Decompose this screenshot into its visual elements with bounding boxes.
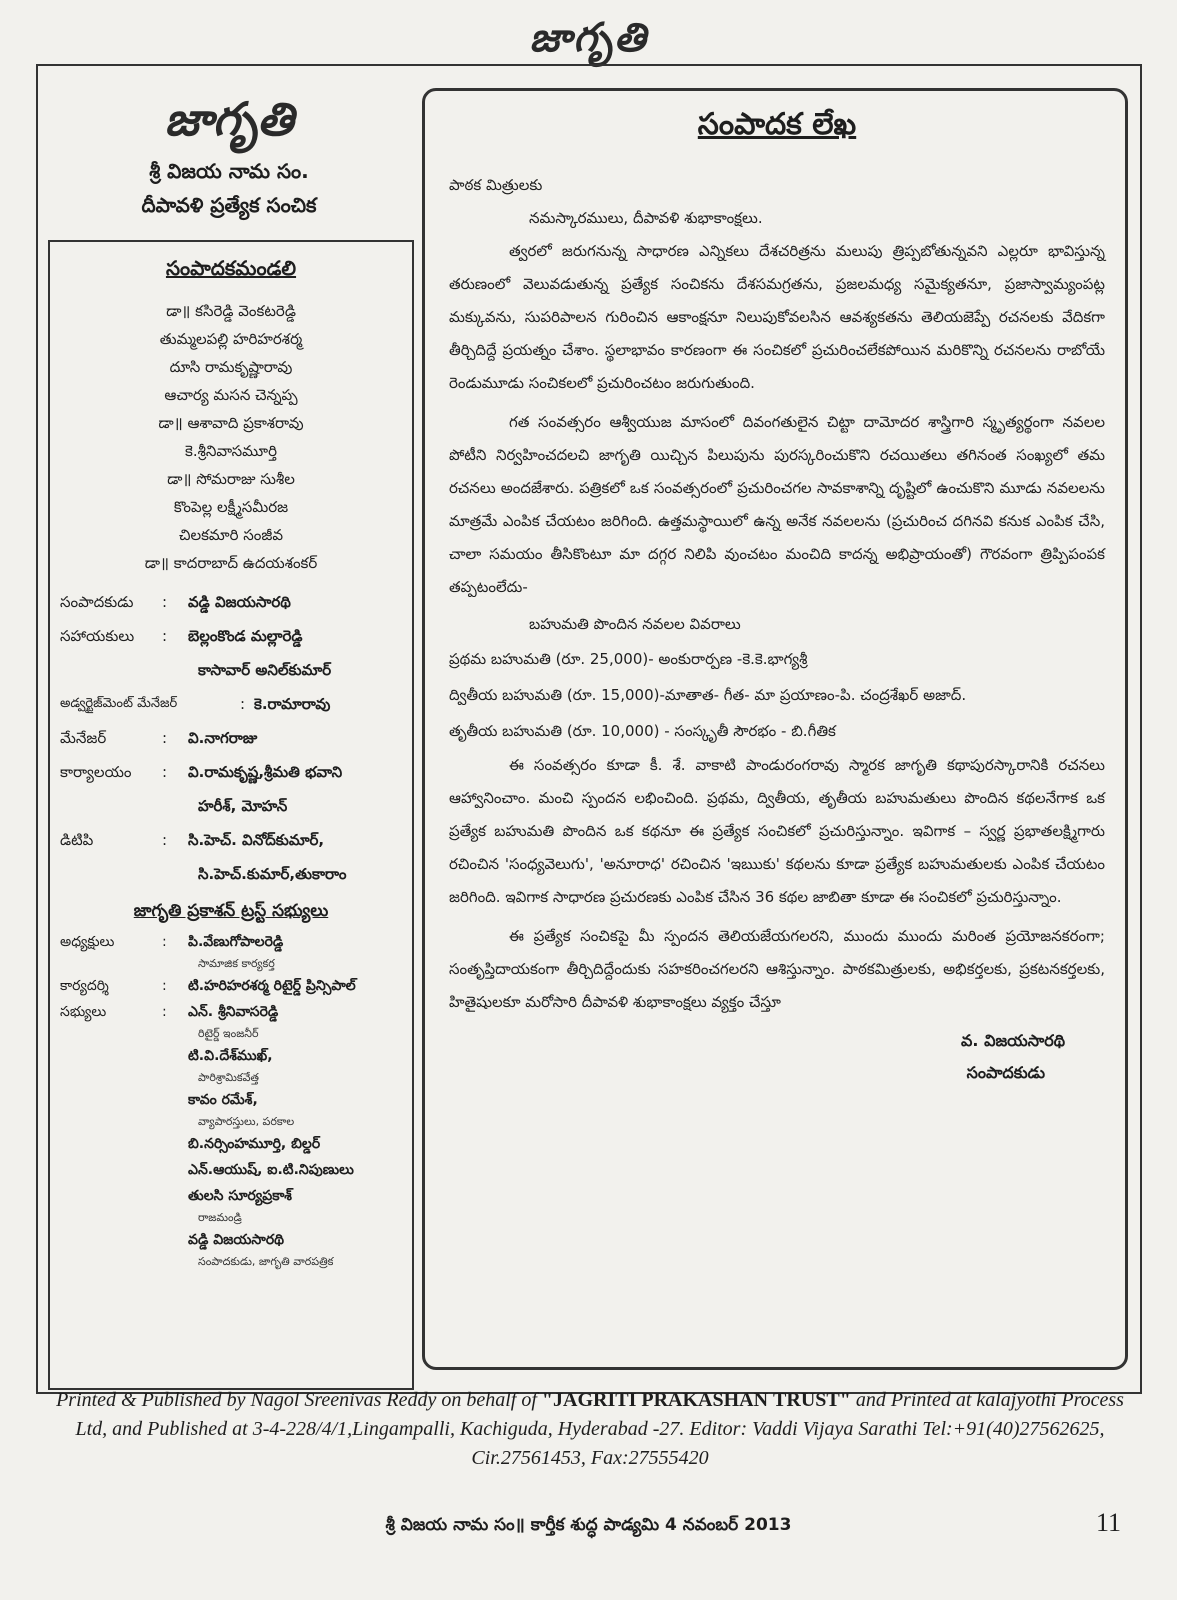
- greeting: నమస్కారములు, దీపావళి శుభాకాంక్షలు.: [529, 209, 763, 227]
- trust-row: [50, 999, 412, 1025]
- trust-name: "JAGRITI PRAKASHAN: [541, 1389, 769, 1411]
- trust-member: టి.హరిహరశర్మ రిటైర్డ్ ప్రిన్సిపాల్: [188, 978, 356, 994]
- trust-note: పారిశ్రామికవేత్త: [198, 1071, 259, 1084]
- staff-role: సహాయకులు: [60, 627, 135, 645]
- staff-name: హరీశ్, మోహన్: [198, 797, 288, 815]
- trust-row: [50, 1183, 412, 1209]
- prize-line: ప్రథమ బహుమతి (రూ. 25,000)- అంకురార్పణ -కె.కె.భాగ్యశ్రీ: [449, 650, 808, 668]
- colon: :: [162, 831, 168, 849]
- trust-member: ఎన్. శ్రీనివాసరెడ్డి: [188, 1004, 279, 1020]
- board-member: దూసి రామకృష్ణారావు: [169, 358, 293, 376]
- colon: :: [240, 695, 246, 713]
- left-panel: [44, 70, 414, 222]
- staff-name: వడ్డి విజయసారథి: [188, 593, 291, 611]
- board-member: డా॥ సోమరాజు సుశీల: [167, 470, 295, 488]
- imprint-part-3: Cir.27561453, Fax:27555420: [471, 1447, 709, 1469]
- trust-title: జాగృతి ప్రకాశన్ ట్రస్ట్ సభ్యులు: [133, 901, 329, 921]
- trust-list: [50, 929, 412, 1271]
- left-logo: జాగృతి: [164, 92, 294, 146]
- trust-note: రిటైర్డ్ ఇంజనీర్: [198, 1027, 259, 1040]
- imprint-part-2: and Printed at kalajyothi Process Ltd, and Published at 3-4-228/4/1,Lingampalli, Kachiguda, Hyderabad -27. Editor: Vaddi Vijaya Sarathi Tel:+91(40)27562625,: [75, 1389, 1124, 1440]
- trust-note: రాజమండ్రి: [198, 1211, 242, 1224]
- staff-role: మేనేజర్: [60, 729, 107, 747]
- page-number: 11: [1095, 1508, 1121, 1537]
- colon: :: [162, 593, 168, 611]
- staff-name: సి.హెచ్.కుమార్,తుకారాం: [198, 865, 347, 883]
- staff-name: సి.హెచ్. వినోద్‌కుమార్,: [188, 831, 325, 849]
- issue-line-1: శ్రీ విజయ నామ సం.: [149, 159, 309, 183]
- trust-member: కావం రమేశ్,: [188, 1092, 258, 1108]
- staff-name: వి.నాగరాజు: [188, 729, 258, 747]
- editorial-title: సంపాదక లేఖ: [697, 107, 857, 142]
- board-members: [50, 297, 412, 577]
- trust-role: సభ్యులు: [60, 1004, 107, 1020]
- paragraph-1: త్వరలో జరుగనున్న సాధారణ ఎన్నికలు దేశచరిత్రను మలుపు త్రిప్పబోతున్నవని ఎల్లరూ భావిస్తున్న తరుణంలో వెలువడుతున్న ప్రత్యేక సంచికను దేశసమగ్రతను, ప్రజలమధ్య సమైక్యతనూ, ప్రజాస్వామ్యంపట్ల మక్కువను, సుపరిపాలన గురించిన ఆకాంక్షనూ నిలుపుకోవలసిన ఆవశ్యకతను తెలియజెప్పే రచనలకు వేదికగా తీర్చిదిద్దే ప్రయత్నం చేశాం. స్థలాభావం కారణంగా ఈ సంచికలో ప్రచురించలేకపోయిన మరికొన్ని రచనలను రాబోయే రెండుమూడు సంచికలలో ప్రచురించటం జరుగుతుంది.: [449, 242, 1105, 392]
- trust-row: [50, 1227, 412, 1253]
- trust-member: ఎన్.ఆయుష్, ఐ.టి.నిపుణులు: [188, 1162, 354, 1178]
- imprint-part-1: Printed & Published by Nagol Sreenivas Reddy on behalf of: [56, 1389, 537, 1411]
- prize-line: ద్వితీయ బహుమతి (రూ. 15,000)-మాతాత- గీత- మా ప్రయాణం-పి. చంద్రశేఖర్ అజాద్.: [449, 686, 967, 704]
- staff-row: [50, 687, 412, 721]
- board-member: ఆచార్య మసన చెన్నప్ప: [164, 386, 298, 404]
- board-member: డా॥ కసిరెడ్డి వెంకటరెడ్డి: [166, 302, 296, 320]
- trust-member: తులసి సూర్యప్రకాశ్: [188, 1188, 292, 1204]
- trust-role: అధ్యక్షులు: [60, 934, 115, 950]
- staff-row: [50, 585, 412, 619]
- colon: :: [162, 627, 168, 645]
- board-member: చిలకమారి సంజీవ: [178, 526, 284, 544]
- board-member: తుమ్మలపల్లి హరిహరశర్మ: [159, 330, 303, 348]
- staff-name: బెల్లంకొండ మల్లారెడ్డి: [188, 627, 303, 645]
- staff-list: [50, 585, 412, 891]
- imprint: [40, 1386, 1140, 1473]
- trust-role: కార్యదర్శి: [60, 978, 109, 994]
- trust-row: [50, 929, 412, 955]
- editorial-letter: [422, 88, 1128, 1370]
- staff-role: కార్యాలయం: [60, 763, 132, 781]
- signature-name: వ. విజయసారథి: [961, 1031, 1065, 1050]
- trust-row: [50, 1043, 412, 1069]
- staff-name: కె.రామారావు: [254, 695, 331, 713]
- trust-note: వ్యాపారస్తులు, పరకాల: [198, 1115, 295, 1128]
- trust-member: వడ్డి విజయసారథి: [188, 1232, 284, 1248]
- staff-name: వి.రామకృష్ణ,శ్రీమతి భవాని: [188, 763, 343, 781]
- trust-row: [50, 1131, 412, 1157]
- staff-role: డిటిపి: [60, 831, 94, 849]
- board-member: డా॥ కాదరాబాద్ ఉదయశంకర్: [144, 554, 318, 572]
- issue-line-2: దీపావళి ప్రత్యేక సంచిక: [141, 193, 317, 217]
- colon: :: [162, 934, 167, 950]
- paragraph-4: ఈ ప్రత్యేక సంచికపై మీ స్పందన తెలియజేయగలరని, ముందు ముందు మరింత ప్రయోజనకరంగా; సంతృప్తిదాయకంగా తీర్చిదిద్దేందుకు సహకరించగలరని ఆశిస్తున్నాం. పాఠకమిత్రులకు, అభికర్తలకు, ప్రకటనకర్తలకు, హితైషులకూ మరోసారి దీపావళి శుభాకాంక్షలు వ్యక్తం చేస్తూ: [449, 927, 1105, 1011]
- paragraph-2: గత సంవత్సరం ఆశ్వీయుజ మాసంలో దివంగతులైన చిట్టా దామోదర శాస్త్రిగారి స్మృత్యర్థంగా నవలల పోటీని నిర్వహించదలచి జాగృతి యిచ్చిన పిలుపును పురస్కరించుకొని రచయితలు తగినంత సంఖ్యలో తమ రచనలు అందజేశారు. పత్రికలో ఒక సంవత్సరంలో ప్రచురించగల సావకాశాన్ని దృష్టిలో ఉంచుకొని మూడు నవలలను మాత్రమే ఎంపిక చేయటం జరిగింది. ఉత్తమస్థాయిలో ఉన్న అనేక నవలలను (ప్రచురించ దగినవి కనుక ఎంపిక చేసి, చాలా సమయం తీసికొంటూ మా దగ్గర నిలిపి వుంచటం మంచిది కాదన్న అభిప్రాయంతో) గౌరవంగా త్రిప్పిపంపక తప్పటంలేదు-: [449, 413, 1105, 596]
- trust-member: బి.నర్సింహమూర్తి, బిల్డర్: [188, 1136, 321, 1152]
- editorial-board-box: [48, 240, 414, 1390]
- prize-heading: బహుమతి పొందిన నవలల వివరాలు: [529, 615, 741, 633]
- trust-row: [50, 1157, 412, 1183]
- staff-role: సంపాదకుడు: [60, 593, 134, 611]
- staff-role: అడ్వర్టైజ్‌మెంట్ మేనేజర్: [60, 696, 178, 711]
- colon: :: [162, 763, 168, 781]
- board-member: కె.శ్రీనివాసమూర్తి: [185, 442, 277, 460]
- staff-name: కాసావార్ అనిల్‌కుమార్: [198, 661, 332, 679]
- staff-row: [50, 619, 412, 653]
- staff-row: [50, 721, 412, 755]
- trust-name: TRUST": [773, 1389, 851, 1411]
- staff-row: [50, 823, 412, 857]
- trust-member: టి.వి.దేశ్‌ముఖ్,: [188, 1048, 273, 1064]
- board-member: కొంపెల్ల లక్ష్మీసమీరజ: [173, 498, 289, 516]
- colon: :: [162, 1004, 167, 1020]
- signature-title: సంపాదకుడు: [966, 1063, 1045, 1082]
- salutation: పాఠక మిత్రులకు: [449, 176, 543, 194]
- colon: :: [162, 978, 167, 994]
- masthead-logo: జాగృతి: [529, 14, 648, 61]
- trust-member: పి.వేణుగోపాలరెడ్డి: [188, 934, 284, 950]
- board-member: డా॥ ఆశావాది ప్రకాశరావు: [158, 414, 304, 432]
- trust-note: సంపాదకుడు, జాగృతి వారపత్రిక: [198, 1255, 334, 1268]
- board-title: సంపాదకమండలి: [165, 256, 297, 280]
- colon: :: [162, 729, 168, 747]
- trust-note: సామాజిక కార్యకర్త: [198, 957, 275, 970]
- footer-date-line: శ్రీ విజయ నామ సం॥ కార్తీక శుద్ధ పాడ్యమి 4 నవంబర్ 2013: [385, 1515, 792, 1535]
- paragraph-3: ఈ సంవత్సరం కూడా కీ. శే. వాకాటి పాండురంగరావు స్మారక జాగృతి కథాపురస్కారానికి రచనలు ఆహ్వానించాం. మంచి స్పందన లభించింది. ప్రథమ, ద్వితీయ, తృతీయ బహుమతులు పొందిన కథలనేగాక ఒక ప్రత్యేక బహుమతి పొందిన ఒక కథనూ ఈ ప్రత్యేక సంచికలో ప్రచురిస్తున్నాం. ఇవిగాక – స్వర్ణ ప్రభాతలక్ష్మిగారు రచించిన 'సంధ్యవెలుగు', 'అనూరాధ' రచించిన 'ఇఋకు' కథలను కూడా ప్రత్యేక బహుమతులకు ఎంపిక చేయటం జరిగింది. ఇవిగాక సాధారణ ప్రచురణకు ఎంపిక చేసిన 36 కథల జాబితా కూడా ఈ సంచికలో ప్రచురిస్తున్నాం.: [449, 756, 1105, 906]
- prize-line: తృతీయ బహుమతి (రూ. 10,000) - సంస్కృతీ సౌరభం - బి.గీతిక: [449, 722, 836, 740]
- trust-row: [50, 973, 412, 999]
- staff-row: [50, 755, 412, 789]
- trust-row: [50, 1087, 412, 1113]
